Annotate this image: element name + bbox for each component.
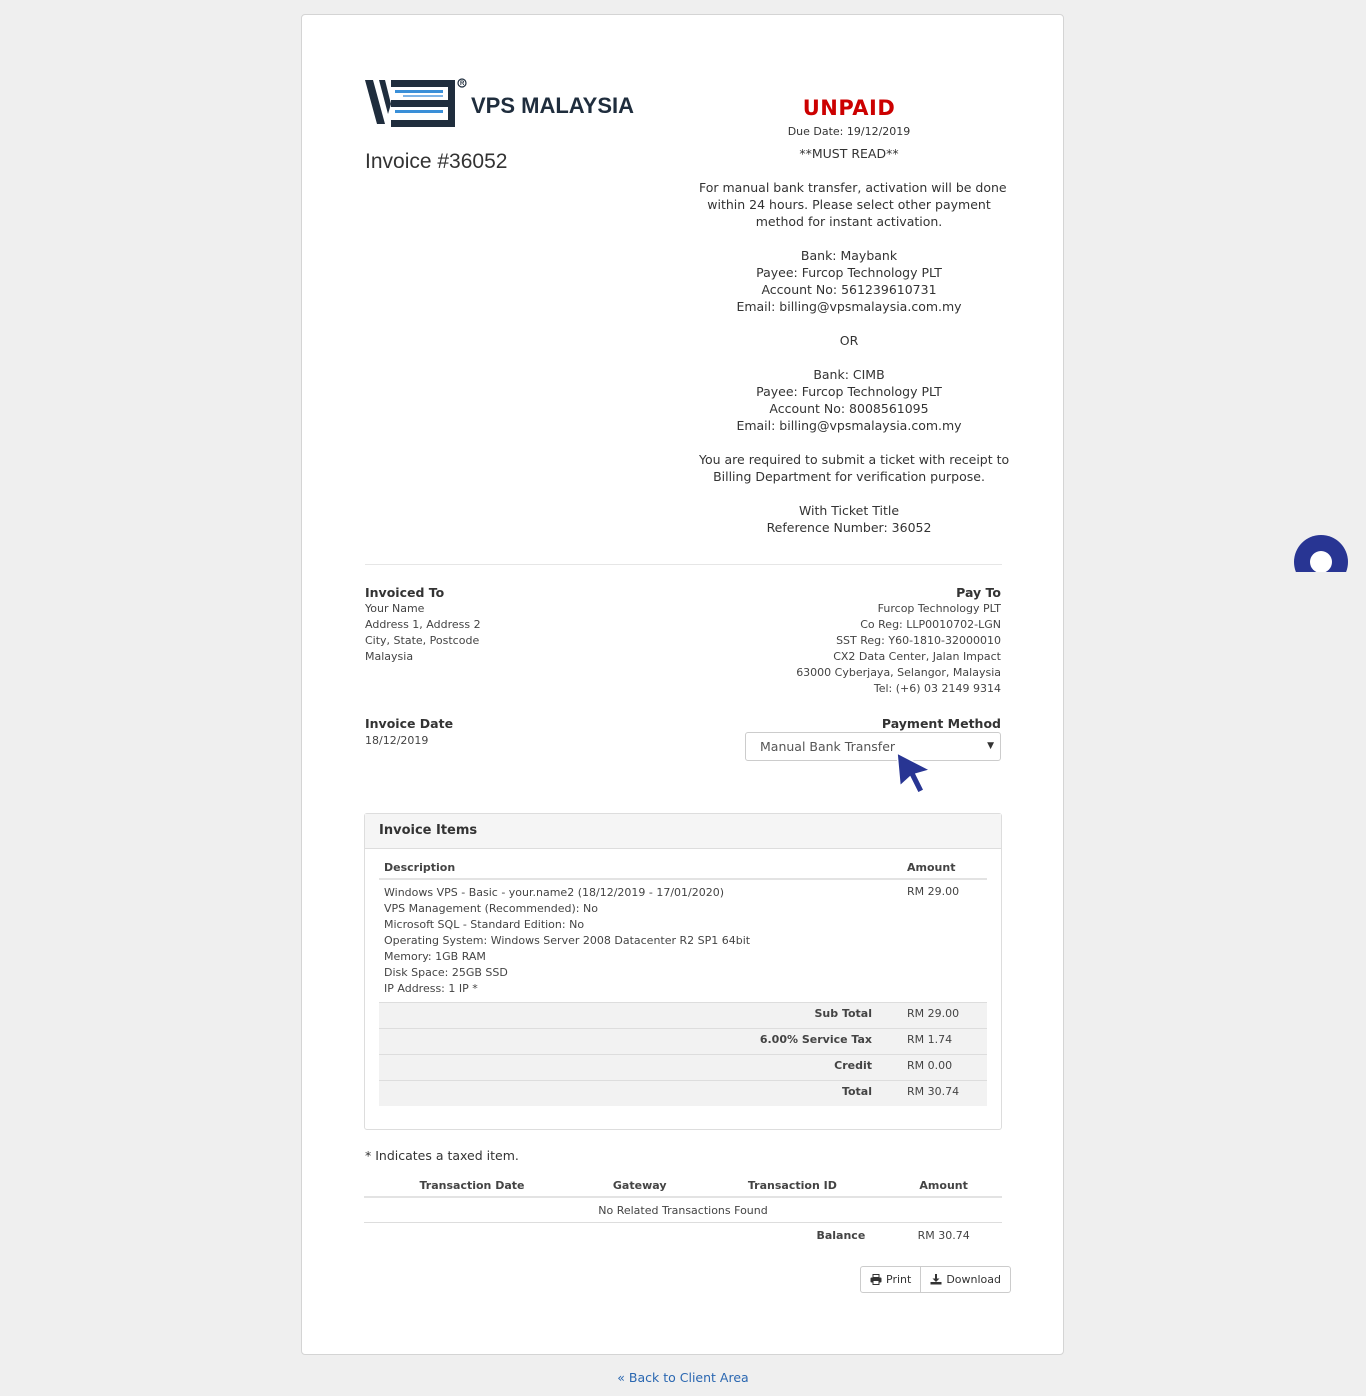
note-line [699,230,999,247]
table-row [379,879,987,1003]
total-label: Sub Total [379,1003,897,1029]
svg-text:R: R [460,81,465,87]
pay-to-line: 63000 Cyberjaya, Selangor, Malaysia [796,666,1001,679]
column-header: Amount [885,1175,1002,1197]
invoiced-to [365,584,481,665]
mouse-pointer-icon [894,750,934,800]
chevron-down-icon: ▼ [987,741,994,751]
download-button[interactable] [921,1266,1011,1293]
total-row [379,1081,987,1107]
balance-label: Balance [816,1228,866,1242]
balance-row [364,1223,1002,1248]
note-line: You are required to submit a ticket with receipt to [699,452,1010,467]
brand-logo [365,76,675,134]
total-value: RM 1.74 [897,1029,987,1055]
note-line: With Ticket Title [798,503,900,518]
balance-value: RM 30.74 [917,1228,970,1242]
empty-transactions: No Related Transactions Found [364,1197,1002,1223]
item-description: Memory: 1GB RAM [384,950,486,963]
logo-mark-icon [365,79,466,127]
address-line: Address 1, Address 2 [365,618,481,631]
total-row [379,1055,987,1081]
total-row [379,1003,987,1029]
chat-bubble-icon [1294,535,1348,572]
pay-to-line: SST Reg: Y60-1810-32000010 [836,634,1001,647]
print-label: Print [886,1273,912,1286]
print-button[interactable] [860,1266,921,1293]
item-description: Operating System: Windows Server 2008 Datacenter R2 SP1 64bit [384,934,751,947]
address-line: Your Name [365,602,425,615]
note-line [699,162,999,179]
item-description: VPS Management (Recommended): No [384,902,598,915]
item-description: Windows VPS - Basic - your.name2 (18/12/2019 - 17/01/2020) [384,886,725,899]
brand-name: VPS MALAYSIA [471,93,635,118]
status-badge: UNPAID [802,96,896,120]
pay-to-line: Furcop Technology PLT [877,602,1001,615]
note-line [699,485,999,502]
note-line: Email: billing@vpsmalaysia.com.my [736,418,962,433]
note-line: Billing Department for verification purpose. [713,469,985,484]
note-line: Bank: Maybank [800,248,898,263]
back-to-client-area-link[interactable]: « Back to Client Area [617,1370,749,1385]
payment-method-value: Manual Bank Transfer [760,739,896,754]
pay-to-line: Tel: (+6) 03 2149 9314 [873,682,1001,695]
note-line: within 24 hours. Please select other payment [707,197,991,212]
note-line: Account No: 561239610731 [761,282,937,297]
transactions-table [364,1175,1002,1247]
payment-method [882,715,1001,732]
panel-title: Invoice Items [365,814,1001,849]
item-description: Disk Space: 25GB SSD [384,966,508,979]
download-icon [930,1274,942,1285]
column-header: Transaction Date [364,1175,580,1197]
payment-method-heading: Payment Method [881,716,1001,731]
total-value: RM 30.74 [897,1081,987,1107]
divider [365,564,1002,565]
action-buttons [860,1266,1011,1293]
invoice-date-value: 18/12/2019 [365,734,429,747]
note-line: Payee: Furcop Technology PLT [756,384,942,399]
invoice-items-table [379,857,987,1106]
note-line: Bank: CIMB [813,367,885,382]
total-label: 6.00% Service Tax [379,1029,897,1055]
invoice-items-panel [364,813,1002,1130]
note-line: For manual bank transfer, activation will be done [699,180,1007,195]
note-line: Reference Number: 36052 [766,520,932,535]
total-value: RM 0.00 [897,1055,987,1081]
table-row [364,1197,1002,1223]
taxed-item-note: * Indicates a taxed item. [365,1148,519,1163]
column-header: Amount [897,857,987,879]
invoiced-to-heading: Invoiced To [365,585,445,600]
invoice-date-heading: Invoice Date [365,716,454,731]
note-line: method for instant activation. [755,214,943,229]
download-label: Download [946,1273,1001,1286]
note-line: Payee: Furcop Technology PLT [756,265,942,280]
note-line: **MUST READ** [799,146,899,161]
pay-to [796,584,1001,697]
chat-widget-button[interactable] [1294,535,1348,572]
address-line: Malaysia [365,650,414,663]
printer-icon [870,1274,882,1285]
item-amount: RM 29.00 [907,885,960,898]
total-label: Total [379,1081,897,1107]
note-line: OR [839,333,859,348]
item-description: Microsoft SQL - Standard Edition: No [384,918,585,931]
pay-to-line: Co Reg: LLP0010702-LGN [860,618,1001,631]
note-line [699,349,999,366]
note-line: Email: billing@vpsmalaysia.com.my [736,299,962,314]
column-header: Transaction ID [699,1175,885,1197]
invoice-title: Invoice #36052 [365,150,508,173]
payment-method-select[interactable] [745,732,1001,761]
due-date: Due Date: 19/12/2019 [787,125,911,138]
total-value: RM 29.00 [897,1003,987,1029]
pay-to-heading: Pay To [956,585,1001,600]
column-header: Gateway [580,1175,699,1197]
note-line: Account No: 8008561095 [769,401,929,416]
address-line: City, State, Postcode [365,634,480,647]
note-line [699,315,999,332]
pay-to-line: CX2 Data Center, Jalan Impact [833,650,1001,663]
note-line [699,434,999,451]
item-description: IP Address: 1 IP * [384,982,478,995]
invoice-date [365,715,453,749]
total-label: Credit [379,1055,897,1081]
column-header: Description [379,857,897,879]
payment-notes [699,145,1010,536]
total-row [379,1029,987,1055]
